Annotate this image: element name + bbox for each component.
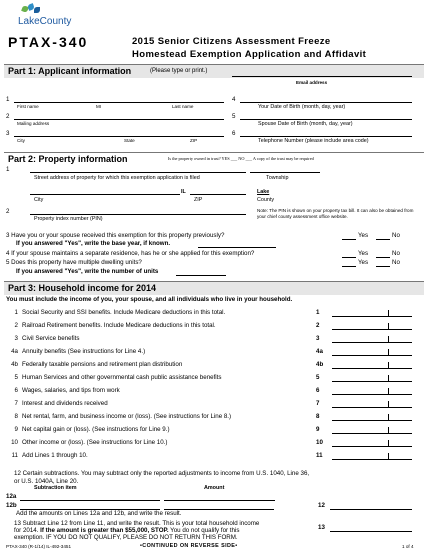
line-number: 1 <box>6 166 10 173</box>
line-number: 1 <box>6 96 10 103</box>
sub-label: Mailing address <box>17 121 50 126</box>
income-line-text: Add Lines 1 through 10. <box>22 452 88 459</box>
q3-no-field[interactable] <box>376 239 390 240</box>
county-logo <box>12 4 72 34</box>
q4-yes-field[interactable] <box>342 257 356 258</box>
income-line-number: 5 <box>14 374 18 381</box>
income-line-number: 1 <box>14 309 18 316</box>
line-12a-amount-field[interactable] <box>164 500 275 501</box>
income-amount-field[interactable] <box>332 316 412 317</box>
cents-divider <box>388 453 389 459</box>
cents-divider <box>388 414 389 420</box>
income-line-right-number: 4b <box>316 361 324 368</box>
sub-label: State <box>124 138 135 143</box>
line-12-add: Add the amounts on Lines 12a and 12b, and write the result. <box>16 510 182 517</box>
income-amount-field[interactable] <box>332 433 412 434</box>
income-line-right-number: 9 <box>316 426 320 433</box>
cents-divider <box>388 388 389 394</box>
line-number: 3 <box>6 130 10 137</box>
income-line-text: Interest and dividends received <box>22 400 108 407</box>
income-line-text: Civil Service benefits <box>22 335 80 342</box>
dob-field[interactable] <box>240 102 412 103</box>
cents-divider <box>388 349 389 355</box>
income-line-text: Human Services and other governmental cash public assistance benefits <box>22 374 222 381</box>
line-12-text: 12 Certain subtractions. You may subtract only the reported adjustments to income from U.S. 1040, Line 36, or U.S. 1040A, Line 20. <box>14 470 310 485</box>
income-amount-field[interactable] <box>332 459 412 460</box>
question-5: 5 Does this property have multiple dwelling units? <box>6 259 142 266</box>
form-id: PTAX-340 <box>8 34 89 50</box>
income-amount-field[interactable] <box>332 355 412 356</box>
sub-label: ZIP <box>194 197 203 203</box>
line-13-post: You do not qualify for this <box>170 527 240 534</box>
line-13-pre: for 2014. <box>14 527 39 534</box>
no-label: No <box>392 250 400 257</box>
q4-no-field[interactable] <box>376 257 390 258</box>
income-amount-field[interactable] <box>332 407 412 408</box>
line-13-text-c: exemption. IF YOU DO NOT QUALIFY, PLEASE DO NOT RETURN THIS FORM. <box>14 534 238 541</box>
subtraction-item-header: Subtraction item <box>34 485 77 491</box>
income-line-text: Net rental, farm, and business income or (loss). (See instructions for Line 8.) <box>22 413 232 420</box>
sub-label: ZIP <box>190 138 198 143</box>
telephone-label: Telephone Number (please include area code) <box>258 138 369 144</box>
cents-divider <box>388 323 389 329</box>
line-13-text: 13 Subtract Line 12 from Line 11, and write the result. This is your total household income <box>14 520 260 527</box>
cents-divider <box>388 336 389 342</box>
income-line-right-number: 1 <box>316 309 320 316</box>
no-label: No <box>392 259 400 266</box>
form-title: 2015 Senior Citizens Assessment Freeze <box>132 36 331 47</box>
income-line-number: 9 <box>14 426 18 433</box>
part3-header <box>4 281 424 295</box>
sub-label: City <box>17 138 25 143</box>
yes-label: Yes <box>358 250 369 257</box>
income-amount-field[interactable] <box>332 329 412 330</box>
amount-header: Amount <box>204 485 225 491</box>
line-number: 4 <box>232 96 236 103</box>
dob-label: Your Date of Birth (month, day, year) <box>258 104 346 110</box>
units-field[interactable] <box>176 275 226 276</box>
income-line-text: Other income or (loss). (See instructions for Line 10.) <box>22 439 168 446</box>
city-state-zip-field[interactable] <box>14 136 224 137</box>
line-12-right: 12 <box>318 502 325 509</box>
line-13-bold: If the amount is greater than $55,000, STOP. <box>40 527 169 534</box>
line-13-right: 13 <box>318 524 325 531</box>
cents-divider <box>388 401 389 407</box>
income-line-right-number: 4a <box>316 348 323 355</box>
trust-question: Is the property owned in trust? YES ___ NO ___ A copy of the trust may be required <box>168 156 314 161</box>
name-field[interactable] <box>14 102 224 103</box>
question-3: 3 Have you or your spouse received this exemption for this property previously? <box>6 232 225 239</box>
line-12a-label: 12a <box>6 493 17 500</box>
line-number: 2 <box>6 208 10 215</box>
income-amount-field[interactable] <box>332 342 412 343</box>
pin-note: Note: The PIN is shown on your property tax bill. It can also be obtained from your chief county assessment office website. <box>257 208 414 219</box>
q5-yes-field[interactable] <box>342 266 356 267</box>
income-line-right-number: 7 <box>316 400 320 407</box>
cents-divider <box>388 310 389 316</box>
footer-continued: •CONTINUED ON REVERSE SIDE• <box>140 543 238 549</box>
income-line-right-number: 8 <box>316 413 320 420</box>
no-label: No <box>392 232 400 239</box>
part1-hint: (Please type or print.) <box>150 68 208 74</box>
income-line-text: Net capital gain or (loss). (See instructions for Line 9.) <box>22 426 170 433</box>
email-field[interactable] <box>232 76 412 77</box>
line-number: 6 <box>232 130 236 137</box>
city-field[interactable] <box>30 194 180 195</box>
sub-label: Last name <box>172 104 194 109</box>
question-4: 4 If your spouse maintains a separate residence, has he or she applied for this exemption? <box>6 250 255 257</box>
state-il: IL <box>181 189 186 195</box>
sub-label: Street address of property for which this exemption application is filed <box>34 175 200 181</box>
income-line-right-number: 3 <box>316 335 320 342</box>
income-line-number: 7 <box>14 400 18 407</box>
cents-divider <box>388 440 389 446</box>
cents-divider <box>388 362 389 368</box>
mailing-address-field[interactable] <box>14 119 224 120</box>
q3-yes-field[interactable] <box>342 239 356 240</box>
zip-field[interactable] <box>190 194 246 195</box>
footer-form-code: PTAX-340 (R-1/14) IL-492-3451 <box>6 544 72 549</box>
income-line-number: 4b <box>11 361 18 368</box>
form-subtitle: Homestead Exemption Application and Affidavit <box>132 49 367 60</box>
question-5b: If you answered "Yes", write the number of units <box>16 268 159 275</box>
income-line-text: Railroad Retirement benefits. Include Medicare deductions in this total. <box>22 322 216 329</box>
question-3b: If you answered "Yes", write the base year, if known. <box>16 240 171 247</box>
sub-label: First name <box>17 104 39 109</box>
income-line-number: 2 <box>14 322 18 329</box>
income-line-number: 11 <box>11 452 18 459</box>
pin-field[interactable] <box>30 214 246 215</box>
spouse-dob-field[interactable] <box>240 119 412 120</box>
county-lake: Lake <box>257 189 270 195</box>
income-amount-field[interactable] <box>332 420 412 421</box>
sub-label: County <box>257 197 275 203</box>
sub-label: City <box>34 197 44 203</box>
income-amount-field[interactable] <box>332 368 412 369</box>
income-line-number: 3 <box>14 335 18 342</box>
spouse-dob-label: Spouse Date of Birth (month, day, year) <box>258 121 353 127</box>
q5-no-field[interactable] <box>376 266 390 267</box>
line-12-amount-field[interactable] <box>330 509 412 510</box>
income-amount-field[interactable] <box>332 394 412 395</box>
email-label: Email address <box>296 80 328 85</box>
income-line-number: 10 <box>11 439 18 446</box>
line-12b-label: 12b <box>6 502 17 509</box>
cents-divider <box>388 427 389 433</box>
sub-label: Property index number (PIN) <box>34 216 103 222</box>
cents-divider <box>388 375 389 381</box>
leaf-icon <box>34 7 40 13</box>
property-address-field[interactable] <box>30 172 246 173</box>
income-line-number: 6 <box>14 387 18 394</box>
income-line-right-number: 10 <box>316 439 323 446</box>
income-line-right-number: 6 <box>316 387 320 394</box>
logo-text: LakeCounty <box>18 16 72 27</box>
income-line-text: Social Security and SSI benefits. Include Medicare deductions in this total. <box>22 309 226 316</box>
income-line-number: 8 <box>14 413 18 420</box>
income-line-text: Wages, salaries, and tips from work <box>22 387 120 394</box>
income-line-right-number: 2 <box>316 322 320 329</box>
yes-label: Yes <box>358 232 369 239</box>
township-field[interactable] <box>250 172 320 173</box>
footer-page: 1 of 4 <box>402 544 414 549</box>
sub-label: Township <box>266 175 289 181</box>
line-13-text-b <box>14 527 239 534</box>
line-12a-item-field[interactable] <box>20 500 160 501</box>
part3-title: Part 3: Household income for 2014 <box>8 283 157 293</box>
yes-label: Yes <box>358 259 369 266</box>
income-amount-field[interactable] <box>332 446 412 447</box>
base-year-field[interactable] <box>198 247 276 248</box>
part2-title: Part 2: Property information <box>8 154 128 164</box>
part3-intro: You must include the income of you, your spouse, and all individuals who live in your household. <box>6 296 293 303</box>
telephone-field[interactable] <box>240 136 412 137</box>
income-line-text: Annuity benefits (See instructions for Line 4.) <box>22 348 146 355</box>
line-13-amount-field[interactable] <box>330 531 412 532</box>
income-amount-field[interactable] <box>332 381 412 382</box>
line-number: 2 <box>6 113 10 120</box>
income-line-right-number: 11 <box>316 452 323 459</box>
income-line-number: 4a <box>11 348 18 355</box>
sub-label: MI <box>96 104 102 109</box>
line-number: 5 <box>232 113 236 120</box>
part1-title: Part 1: Applicant information <box>8 66 132 76</box>
income-line-text: Federally taxable pensions and retirement plan distribution <box>22 361 183 368</box>
income-line-right-number: 5 <box>316 374 320 381</box>
